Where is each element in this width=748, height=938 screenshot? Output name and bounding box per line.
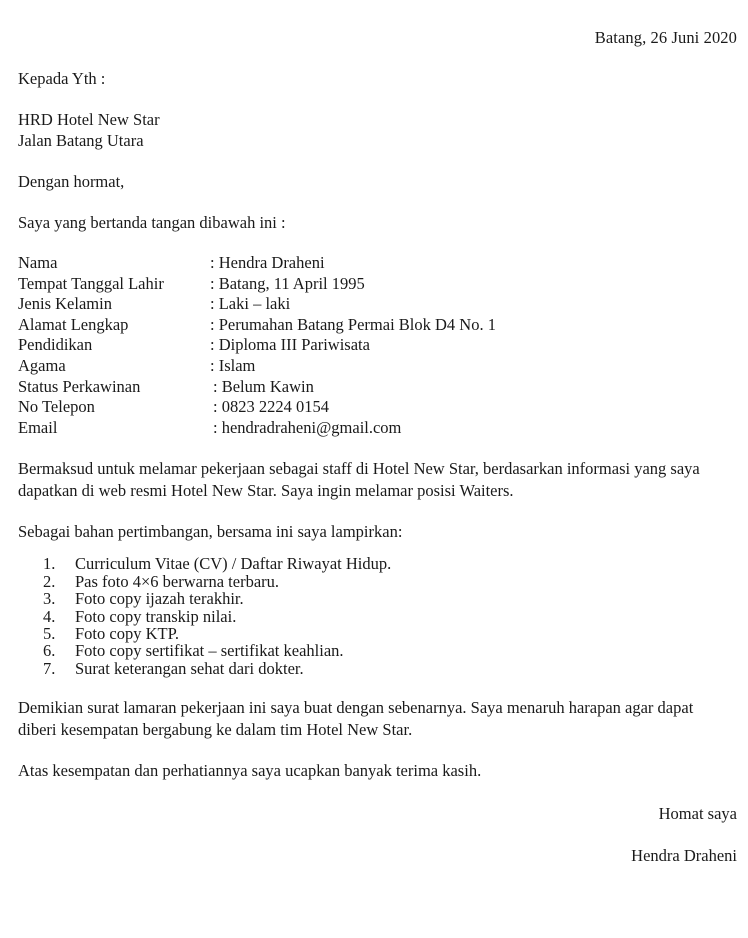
recipient-address [18,109,737,151]
biodata-label: Nama [18,253,58,272]
biodata-label: Tempat Tanggal Lahir [18,273,164,293]
recipient-line: Jalan Batang Utara [18,131,144,150]
biodata-value [210,315,496,336]
purpose-paragraph: Bermaksud untuk melamar pekerjaan sebagai staff di Hotel New Star, berdasarkan informasi yang saya dapatkan di web resmi Hotel New Star. Saya ingin melamar posisi Waiters. [18,459,700,500]
date-line: Batang, 26 Juni 2020 [594,28,737,47]
biodata-separator: : [213,417,218,437]
biodata-row [18,253,737,274]
biodata-row [18,274,737,295]
biodata-row [18,315,737,336]
list-item-number: 1. [43,554,56,574]
list-item [18,660,737,677]
biodata-value-text: Batang, 11 April 1995 [218,273,365,293]
list-item [18,590,737,607]
biodata-value [210,418,401,439]
biodata-label: Alamat Lengkap [18,314,129,334]
biodata-value [210,294,290,315]
sign-off: Homat saya [658,803,737,823]
biodata-separator: : [213,376,218,396]
list-item [18,608,737,625]
biodata-label: Status Perkawinan [18,376,141,396]
recipient-intro: Kepada Yth : [18,69,106,88]
biodata-separator: : [210,273,215,293]
list-item-text: Foto copy ijazah terakhir. [75,589,244,609]
biodata-value [210,356,255,377]
attachments-list [18,555,737,677]
biodata-label: Jenis Kelamin [18,294,112,314]
biodata-separator: : [210,294,215,314]
biodata-label: Agama [18,355,66,375]
biodata-separator: : [213,397,218,417]
biodata-value-text: Belum Kawin [221,376,314,396]
biodata-value [210,397,329,418]
biodata-row [18,418,737,439]
list-item [18,625,737,642]
biodata-value-text: Perumahan Batang Permai Blok D4 No. 1 [218,314,496,334]
list-item-text: Foto copy sertifikat – sertifikat keahlian. [75,641,344,661]
recipient-line: HRD Hotel New Star [18,110,160,129]
list-item [18,573,737,590]
list-item-number: 6. [43,641,56,661]
biodata-separator: : [210,355,215,375]
biodata-intro: Saya yang bertanda tangan dibawah ini : [18,213,286,232]
biodata-row [18,377,737,398]
biodata-row [18,356,737,377]
list-item [18,642,737,659]
biodata-value [210,274,365,295]
list-item-number: 5. [43,623,56,643]
list-item-text: Curriculum Vitae (CV) / Daftar Riwayat Hidup. [75,554,392,574]
attachments-intro: Sebagai bahan pertimbangan, bersama ini saya lampirkan: [18,522,403,542]
salutation: Dengan hormat, [18,172,125,191]
list-item-text: Foto copy KTP. [75,623,180,643]
biodata-table [18,253,737,438]
biodata-value [210,335,370,356]
list-item [18,555,737,572]
biodata-row [18,397,737,418]
list-item-number: 4. [43,606,56,626]
signature-name: Hendra Draheni [631,845,737,865]
thanks-paragraph: Atas kesempatan dan perhatiannya saya ucapkan banyak terima kasih. [18,761,482,781]
list-item-number: 3. [43,589,56,609]
list-item-text: Foto copy transkip nilai. [75,606,237,626]
biodata-value [210,253,325,274]
biodata-value-text: hendradraheni@gmail.com [221,417,402,437]
list-item-number: 7. [43,658,56,678]
biodata-separator: : [210,314,215,334]
biodata-separator: : [210,335,215,355]
letter-body [18,0,737,866]
list-item-text: Pas foto 4×6 berwarna terbaru. [75,571,280,591]
biodata-value-text: Hendra Draheni [218,253,325,272]
list-item-text: Surat keterangan sehat dari dokter. [75,658,304,678]
biodata-row [18,294,737,315]
biodata-row [18,335,737,356]
biodata-label: Pendidikan [18,335,93,355]
biodata-value-text: Diploma III Pariwisata [218,335,370,355]
list-item-number: 2. [43,571,56,591]
closing-paragraph: Demikian surat lamaran pekerjaan ini saya buat dengan sebenarnya. Saya menaruh harapan agar dapat diberi kesempatan bergabung ke dalam tim Hotel New Star. [18,698,694,739]
biodata-separator: : [210,253,215,272]
biodata-value-text: Laki – laki [218,294,291,314]
biodata-value [210,377,314,398]
biodata-value-text: Islam [218,355,256,375]
biodata-label: Email [18,417,58,437]
biodata-value-text: 0823 2224 0154 [221,397,329,417]
biodata-label: No Telepon [18,397,95,417]
